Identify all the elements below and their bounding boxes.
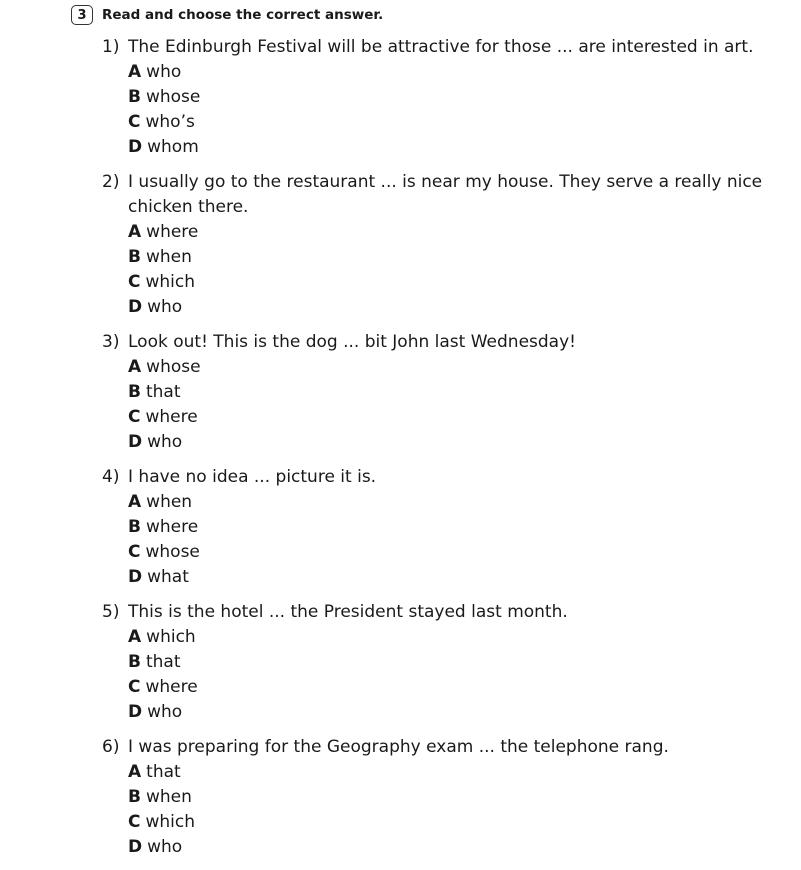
option-b[interactable] [128, 785, 782, 810]
option-text: that [145, 382, 181, 402]
option-letter: C [128, 542, 141, 562]
option-d[interactable] [128, 565, 782, 590]
question-line [102, 600, 782, 625]
option-text: whose [145, 87, 201, 107]
option-d[interactable] [128, 430, 782, 455]
question-list [102, 35, 782, 870]
option-c[interactable] [128, 675, 782, 700]
option-text: whose [146, 357, 201, 377]
question-text: I usually go to the restaurant ... is near my house. They serve a really nice chicken there. [128, 172, 763, 217]
option-letter: C [128, 112, 141, 132]
option-b[interactable] [128, 85, 782, 110]
option-letter: B [128, 787, 141, 807]
option-c[interactable] [128, 405, 782, 430]
question-4 [102, 465, 782, 590]
exercise-number-badge: 3 [71, 5, 93, 25]
option-text: when [146, 492, 193, 512]
option-a[interactable] [128, 760, 782, 785]
question-1 [102, 35, 782, 160]
exercise-instruction: Read and choose the correct answer. [102, 7, 384, 23]
question-text: Look out! This is the dog ... bit John last Wednesday! [128, 332, 576, 352]
option-text: who [146, 62, 182, 82]
question-text: I was preparing for the Geography exam ... the telephone rang. [128, 737, 669, 757]
exercise-header [71, 3, 383, 27]
option-text: where [145, 677, 198, 697]
option-d[interactable] [128, 295, 782, 320]
option-letter: A [128, 357, 142, 377]
option-c[interactable] [128, 270, 782, 295]
answer-options [128, 355, 782, 455]
option-a[interactable] [128, 625, 782, 650]
option-letter: D [128, 432, 143, 452]
option-text: that [145, 652, 181, 672]
option-a[interactable] [128, 355, 782, 380]
option-c[interactable] [128, 810, 782, 835]
question-text: The Edinburgh Festival will be attractive for those ... are interested in art. [128, 37, 754, 57]
option-letter: A [128, 222, 142, 242]
option-letter: D [128, 702, 143, 722]
question-line [102, 465, 782, 490]
option-letter: B [128, 382, 141, 402]
question-5 [102, 600, 782, 725]
option-b[interactable] [128, 650, 782, 675]
option-letter: C [128, 812, 141, 832]
answer-options [128, 625, 782, 725]
answer-options [128, 220, 782, 320]
option-text: that [146, 762, 181, 782]
question-line [102, 170, 782, 220]
option-text: who’s [145, 112, 195, 132]
option-c[interactable] [128, 540, 782, 565]
question-number: 5) [102, 602, 120, 622]
option-a[interactable] [128, 490, 782, 515]
option-a[interactable] [128, 60, 782, 85]
question-number: 3) [102, 332, 120, 352]
option-letter: B [128, 87, 141, 107]
option-letter: B [128, 517, 141, 537]
question-line [102, 330, 782, 355]
option-letter: B [128, 652, 141, 672]
answer-options [128, 490, 782, 590]
option-letter: D [128, 137, 143, 157]
question-line [102, 35, 782, 60]
option-letter: B [128, 247, 141, 267]
question-6 [102, 735, 782, 860]
option-letter: C [128, 407, 141, 427]
option-d[interactable] [128, 135, 782, 160]
question-number: 4) [102, 467, 120, 487]
option-letter: A [128, 627, 142, 647]
option-text: which [145, 272, 196, 292]
option-text: who [147, 702, 183, 722]
question-text: I have no idea ... picture it is. [128, 467, 377, 487]
option-letter: A [128, 62, 142, 82]
question-number: 2) [102, 172, 120, 192]
answer-options [128, 760, 782, 860]
option-letter: A [128, 762, 142, 782]
question-2 [102, 170, 782, 320]
option-text: whose [145, 542, 200, 562]
question-3 [102, 330, 782, 455]
option-letter: D [128, 567, 143, 587]
option-a[interactable] [128, 220, 782, 245]
answer-options [128, 60, 782, 160]
option-letter: C [128, 677, 141, 697]
option-text: when [145, 247, 192, 267]
option-text: when [145, 787, 192, 807]
option-b[interactable] [128, 380, 782, 405]
option-letter: D [128, 297, 143, 317]
option-text: where [145, 407, 198, 427]
option-d[interactable] [128, 700, 782, 725]
option-letter: C [128, 272, 141, 292]
option-text: what [147, 567, 189, 587]
question-line [102, 735, 782, 760]
option-text: where [145, 517, 199, 537]
option-c[interactable] [128, 110, 782, 135]
option-text: whom [147, 137, 199, 157]
option-text: which [145, 812, 196, 832]
question-number: 6) [102, 737, 120, 757]
option-b[interactable] [128, 245, 782, 270]
option-text: who [147, 432, 183, 452]
question-number: 1) [102, 37, 120, 57]
option-text: which [146, 627, 196, 647]
option-letter: A [128, 492, 142, 512]
option-letter: D [128, 837, 143, 857]
option-text: who [147, 837, 183, 857]
option-text: who [147, 297, 183, 317]
option-b[interactable] [128, 515, 782, 540]
option-text: where [146, 222, 199, 242]
option-d[interactable] [128, 835, 782, 860]
question-text: This is the hotel ... the President stayed last month. [128, 602, 568, 622]
